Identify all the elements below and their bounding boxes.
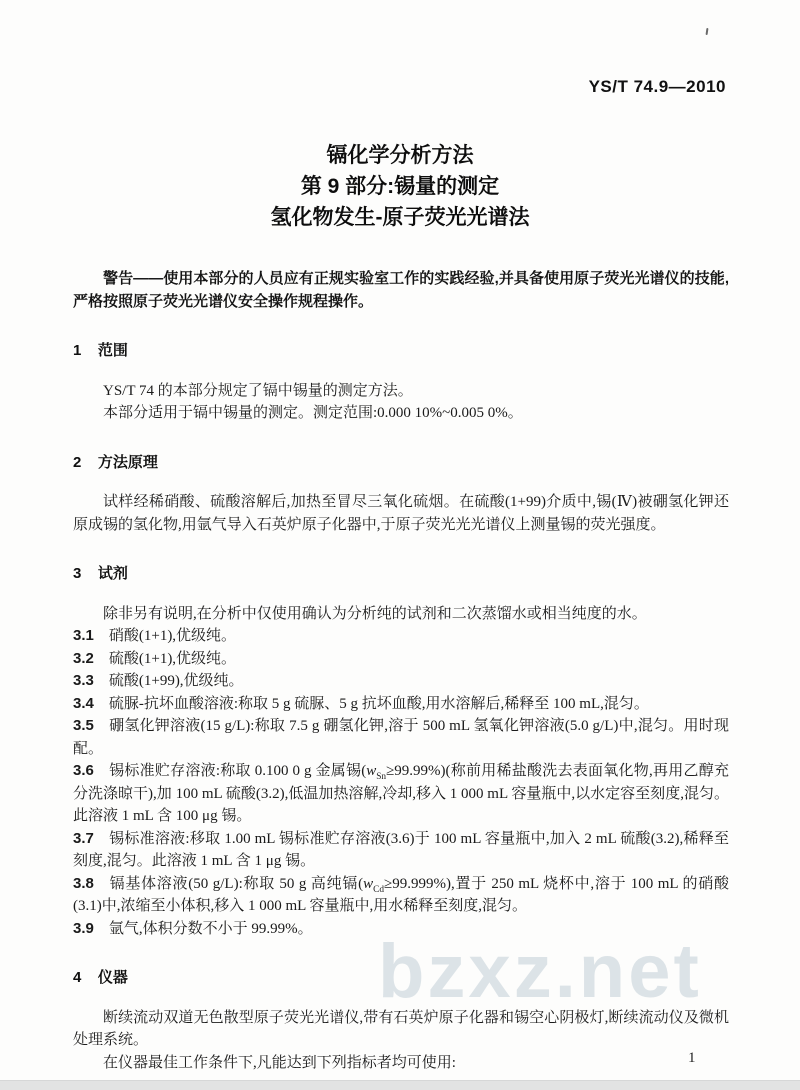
body-paragraph [73,1007,729,1052]
clause-number: 3.6 [73,762,94,779]
text-run: w [366,763,377,779]
scan-bottom-edge [0,1080,800,1090]
clause-number: 3.1 [73,627,94,644]
section-title: 仪器 [97,969,128,986]
title-line-3: 氢化物发生-原子荧光光谱法 [270,206,530,229]
section-title: 试剂 [97,565,128,582]
warning-paragraph: 警告——使用本部分的人员应有正规实验室工作的实践经验,并具备使用原子荧光光谱仪的技能,严格按照原子荧光光谱仪安全操作规程操作。 [73,270,729,310]
section-title: 范围 [97,342,128,359]
document-section [73,563,729,940]
section-number: 4 [73,969,82,986]
body-paragraph [73,603,729,626]
clause-number: 3.5 [73,717,94,734]
numbered-clause [73,648,729,671]
watermark-text: bzxz.net [378,929,702,1014]
numbered-clause [73,873,729,918]
numbered-clause [73,760,729,828]
body-paragraph [73,1052,729,1075]
scan-artifact-mark [706,28,709,35]
clause-number: 3.7 [73,829,94,847]
sections-container [73,340,729,1074]
section-heading [73,340,729,363]
document-body [73,268,729,1074]
numbered-clause [73,715,729,760]
text-run: ≥99.99%)(称前用稀盐酸洗去表面氧化物,再用乙醇充分洗涤晾干),加 100 mL 硫酸(3.2),低温加热溶解,冷却,移入 1 000 mL 容量瓶中,以水定容至刻度,混匀。此溶液 1 mL 含 100 μg 锡。 [73,763,729,824]
document-title [0,140,800,233]
numbered-clause [73,625,729,648]
title-line-2: 第 9 部分:锡量的测定 [300,175,500,198]
subscript-symbol: Cd [373,884,384,895]
section-number: 1 [73,342,82,359]
title-line-1: 镉化学分析方法 [326,144,474,167]
text-run: 试样经稀硝酸、硫酸溶解后,加热至冒尽三氧化硫烟。在硫酸(1+99)介质中,锡(Ⅳ)被硼氢化钾还原成锡的氢化物,用氩气导入石英炉原子化器中,于原子荧光光光谱仪上测量锡的荧光强度。 [73,494,729,533]
section-number: 3 [73,565,82,582]
text-run: 锡标准贮存溶液:称取 0.100 0 g 金属锡( [108,763,367,779]
section-number: 2 [73,453,82,471]
clause-number: 3.9 [73,919,94,937]
section-title: 方法原理 [97,453,158,471]
section-heading [73,967,729,990]
text-run: 硝酸(1+1),优级纯。 [108,628,237,644]
clause-number: 3.8 [73,874,94,892]
numbered-clause [73,670,729,693]
text-run: 本部分适用于镉中锡量的测定。测定范围:0.000 10%~0.005 0%。 [103,405,523,421]
text-run: 在仪器最佳工作条件下,凡能达到下列指标者均可使用: [103,1054,456,1071]
standard-number: YS/T 74.9—2010 [588,77,726,96]
numbered-clause [73,693,729,716]
numbered-clause [73,828,729,873]
clause-number: 3.4 [73,694,94,712]
document-section [73,967,729,1074]
text-run: 镉基体溶液(50 g/L):称取 50 g 高纯镉( [108,875,364,892]
body-paragraph [73,402,729,425]
text-run: w [363,875,374,892]
text-run: 断续流动双道无色散型原子荧光光谱仪,带有石英炉原子化器和锡空心阴极灯,断续流动仪及微机处理系统。 [73,1009,729,1048]
text-run: YS/T 74 的本部分规定了镉中锡量的测定方法。 [103,382,413,399]
text-run: ≥99.999%),置于 250 mL 烧杯中,溶于 100 mL 的硝酸(3.1)中,浓缩至小体积,移入 1 000 mL 容量瓶中,用水稀释至刻度,混匀。 [73,875,729,914]
text-run: 锡标准溶液:移取 1.00 mL 锡标准贮存溶液(3.6)于 100 mL 容量瓶中,加入 2 mL 硫酸(3.2),稀释至刻度,混匀。此溶液 1 mL 含 1 μg 锡。 [73,830,729,869]
document-section [73,340,729,425]
subscript-symbol: Sn [376,772,387,782]
body-paragraph [73,380,729,403]
text-run: 硫脲-抗坏血酸溶液:称取 5 g 硫脲、5 g 抗坏血酸,用水溶解后,稀释至 100 mL,混匀。 [108,695,649,712]
section-heading [73,563,729,586]
section-heading [73,452,729,475]
text-run: 硫酸(1+99),优级纯。 [108,673,244,689]
clause-number: 3.2 [73,649,94,667]
document-section [73,452,729,537]
text-run: 硫酸(1+1),优级纯。 [108,650,237,667]
text-run: 硼氢化钾溶液(15 g/L):称取 7.5 g 硼氢化钾,溶于 500 mL 氢氧化钾溶液(5.0 g/L)中,混匀。用时现配。 [73,718,729,757]
clause-number: 3.3 [73,672,94,689]
text-run: 氩气,体积分数不小于 99.99%。 [108,920,313,937]
text-run: 除非另有说明,在分析中仅使用确认为分析纯的试剂和二次蒸馏水或相当纯度的水。 [103,605,647,622]
numbered-clause [73,918,729,941]
body-paragraph [73,491,729,536]
page-number: 1 [688,1050,696,1066]
